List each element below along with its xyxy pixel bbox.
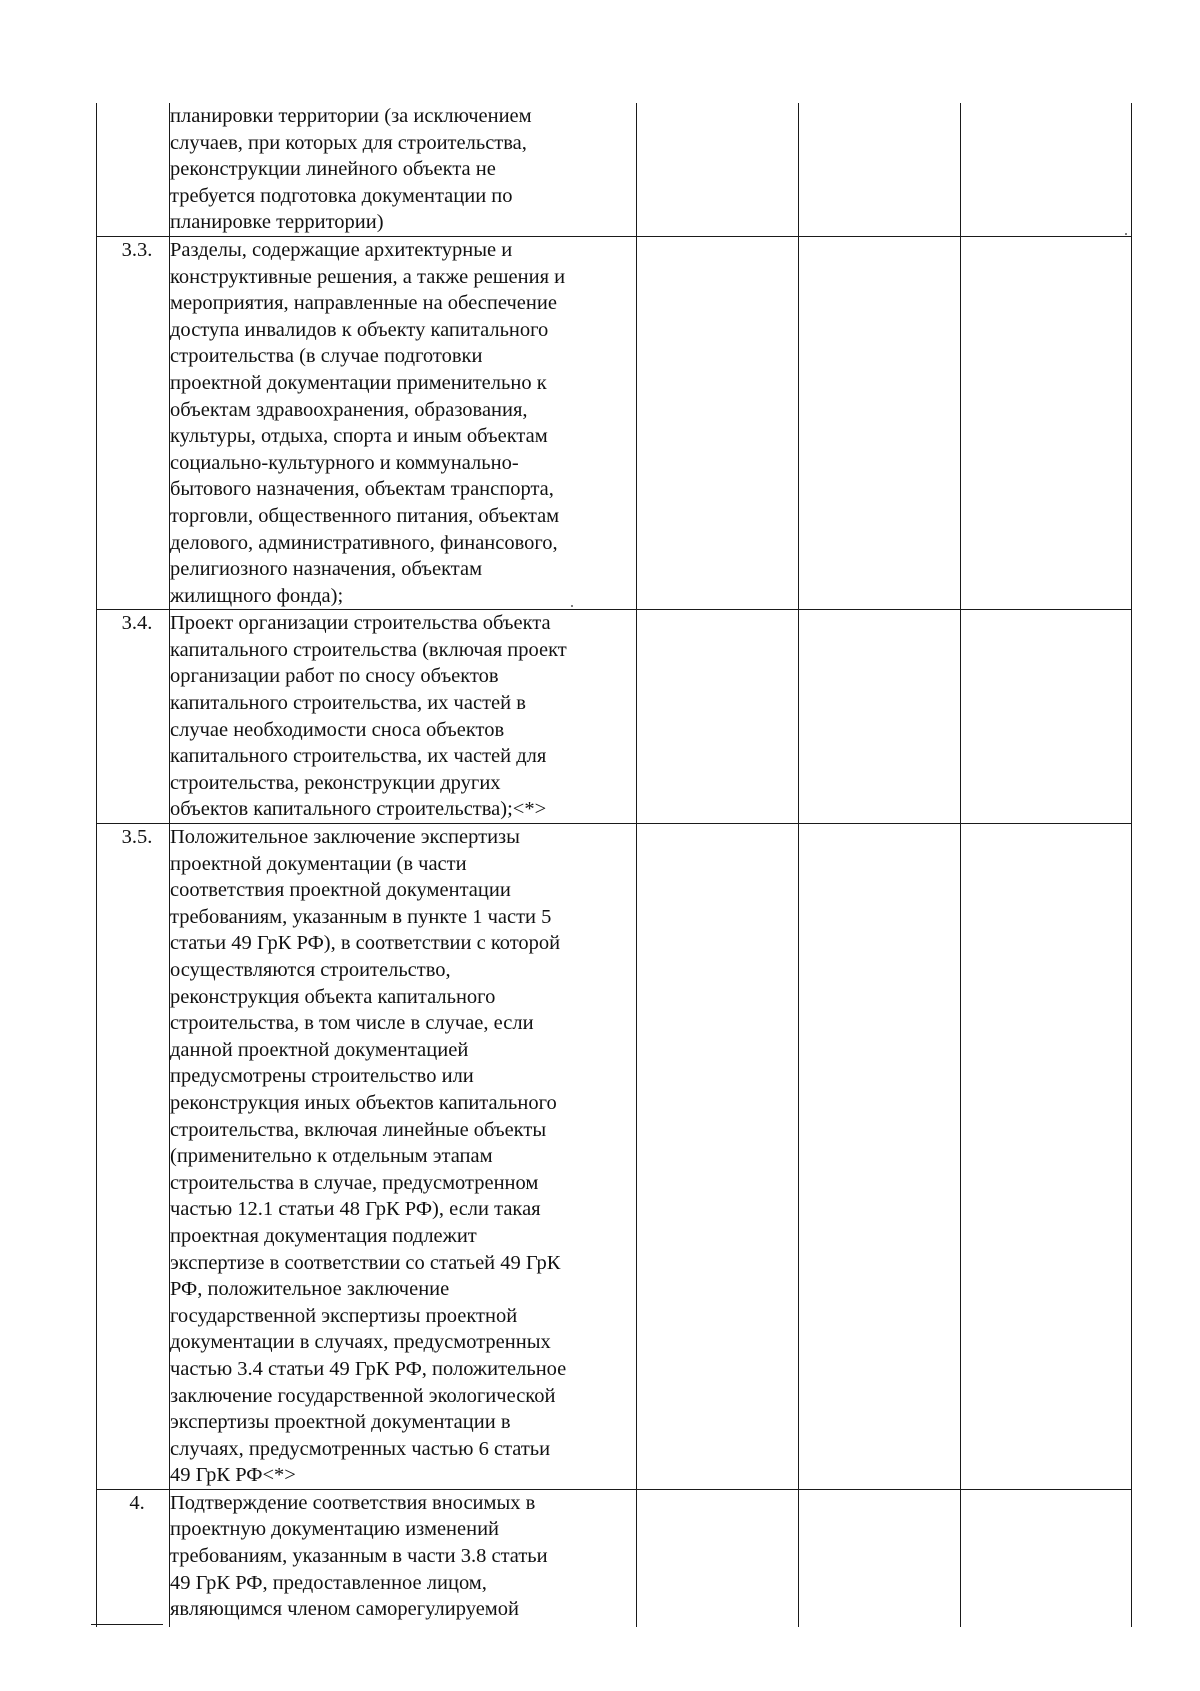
empty-cell xyxy=(799,610,961,824)
empty-cell xyxy=(637,236,799,609)
row-text-line: строительства, включая линейные объекты xyxy=(170,1118,547,1141)
row-text-cell xyxy=(170,236,637,609)
scan-speck xyxy=(571,605,573,607)
row-text-line: строительства (в случае подготовки xyxy=(170,345,483,368)
row-text-line: реконструкция объекта капитального xyxy=(170,985,496,1008)
row-text-line: объектам здравоохранения, образования, xyxy=(170,398,528,421)
row-text-line: торговли, общественного питания, объектам xyxy=(170,504,560,527)
table-row xyxy=(97,824,1132,1490)
row-text-line: 49 ГрК РФ<*> xyxy=(170,1464,296,1487)
row-text-line: документации в случаях, предусмотренных xyxy=(170,1331,551,1354)
empty-cell xyxy=(799,1489,961,1627)
empty-cell xyxy=(799,236,961,609)
row-text-line: случаях, предусмотренных частью 6 статьи xyxy=(170,1437,551,1460)
table-row xyxy=(97,103,1132,236)
empty-cell xyxy=(961,824,1132,1490)
row-text-line: проектной документации (в части xyxy=(170,852,467,875)
empty-cell xyxy=(637,103,799,236)
row-text-line: соответствия проектной документации xyxy=(170,879,511,902)
row-text-cell xyxy=(170,824,637,1490)
row-text-line: (применительно к отдельным этапам xyxy=(170,1145,493,1168)
empty-cell xyxy=(799,103,961,236)
row-number: 4. xyxy=(129,1491,145,1514)
row-number-cell xyxy=(97,236,170,609)
row-text-line: Положительное заключение экспертизы xyxy=(170,826,520,849)
row-text-line: случаев, при которых для строительства, xyxy=(170,131,527,154)
row-text-line: планировки территории (за исключением xyxy=(170,105,532,127)
row-text-line: капитального строительства (включая проект xyxy=(170,638,567,661)
row-number: 3.3. xyxy=(121,238,153,261)
table-row xyxy=(97,1489,1132,1627)
row-text-line: объектов капитального строительства);<*> xyxy=(170,798,547,821)
row-text-line: мероприятия, направленные на обеспечение xyxy=(170,292,557,315)
row-text-line: Разделы, содержащие архитектурные и xyxy=(170,238,513,261)
row-text-line: требуется подготовка документации по xyxy=(170,184,513,207)
row-text-line: Подтверждение соответствия вносимых в xyxy=(170,1491,536,1514)
row-text-line: данной проектной документацией xyxy=(170,1038,469,1061)
row-number-cell xyxy=(97,103,170,236)
row-text-cell xyxy=(170,610,637,824)
row-text-line: строительства, в том числе в случае, если xyxy=(170,1012,534,1035)
row-number: 3.4. xyxy=(121,612,153,635)
row-text-line: капитального строительства, их частей в xyxy=(170,692,526,715)
table-row xyxy=(97,236,1132,609)
row-text-line: осуществляются строительство, xyxy=(170,959,451,981)
row-text-line: организации работ по сносу объектов xyxy=(170,665,499,688)
row-number: 3.5. xyxy=(121,826,153,849)
row-number-cell xyxy=(97,824,170,1490)
row-text-line: планировке территории) xyxy=(170,211,384,234)
table-row xyxy=(97,610,1132,824)
row-text-line: частью 3.4 статьи 49 ГрК РФ, положительное xyxy=(170,1357,567,1380)
row-text-line: жилищного фонда); xyxy=(170,584,344,607)
row-text-cell xyxy=(170,1489,637,1627)
row-number-cell xyxy=(97,1489,170,1627)
row-text-line: статьи 49 ГрК РФ), в соответствии с которой xyxy=(170,932,561,955)
row-text-line: экспертизы проектной документации в xyxy=(170,1411,511,1434)
row-text-line: доступа инвалидов к объекту капитального xyxy=(170,318,549,341)
row-text-line: предусмотрены строительство или xyxy=(170,1065,474,1088)
row-text-line: государственной экспертизы проектной xyxy=(170,1304,518,1327)
empty-cell xyxy=(961,610,1132,824)
row-text-line: проектной документации применительно к xyxy=(170,371,547,394)
row-text-line: делового, административного, финансового, xyxy=(170,531,558,554)
document-table xyxy=(96,103,1132,1627)
empty-cell xyxy=(637,1489,799,1627)
row-text-line: РФ, положительное заключение xyxy=(170,1278,450,1301)
row-text-line: реконструкции линейного объекта не xyxy=(170,158,496,181)
table-body xyxy=(97,103,1132,1627)
row-text-line: религиозного назначения, объектам xyxy=(170,558,483,581)
row-text-line: строительства, реконструкции других xyxy=(170,771,501,794)
empty-cell xyxy=(961,236,1132,609)
row-text-line: Проект организации строительства объекта xyxy=(170,612,551,635)
row-text-line: проектную документацию изменений xyxy=(170,1518,500,1541)
empty-cell xyxy=(961,1489,1132,1627)
row-number-cell xyxy=(97,610,170,824)
row-text-line: являющимся членом саморегулируемой xyxy=(170,1598,519,1621)
row-text-line: строительства в случае, предусмотренном xyxy=(170,1171,539,1194)
row-text-line: частью 12.1 статьи 48 ГрК РФ), если такая xyxy=(170,1198,541,1221)
row-text-line: заключение государственной экологической xyxy=(170,1384,556,1407)
row-text-line: экспертизе в соответствии со статьей 49 ГрК xyxy=(170,1251,561,1274)
row-text-line: требованиям, указанным в части 3.8 статьи xyxy=(170,1545,548,1568)
scan-speck xyxy=(1125,233,1127,235)
number-cell-bottom-rule xyxy=(91,1624,163,1625)
row-text-line: конструктивные решения, а также решения и xyxy=(170,265,566,288)
row-text-line: социально-культурного и коммунально- xyxy=(170,451,519,474)
row-text-line: бытового назначения, объектам транспорта, xyxy=(170,478,554,501)
empty-cell xyxy=(637,610,799,824)
row-text-line: 49 ГрК РФ, предоставленное лицом, xyxy=(170,1571,487,1594)
row-text-line: реконструкция иных объектов капитального xyxy=(170,1091,557,1114)
row-text-line: капитального строительства, их частей для xyxy=(170,745,547,768)
row-text-cell xyxy=(170,103,637,236)
row-text-line: культуры, отдыха, спорта и иным объектам xyxy=(170,425,548,448)
empty-cell xyxy=(637,824,799,1490)
empty-cell xyxy=(961,103,1132,236)
row-text-line: проектная документация подлежит xyxy=(170,1224,477,1247)
row-text-line: случае необходимости сноса объектов xyxy=(170,718,505,741)
empty-cell xyxy=(799,824,961,1490)
row-text-line: требованиям, указанным в пункте 1 части 5 xyxy=(170,905,552,928)
